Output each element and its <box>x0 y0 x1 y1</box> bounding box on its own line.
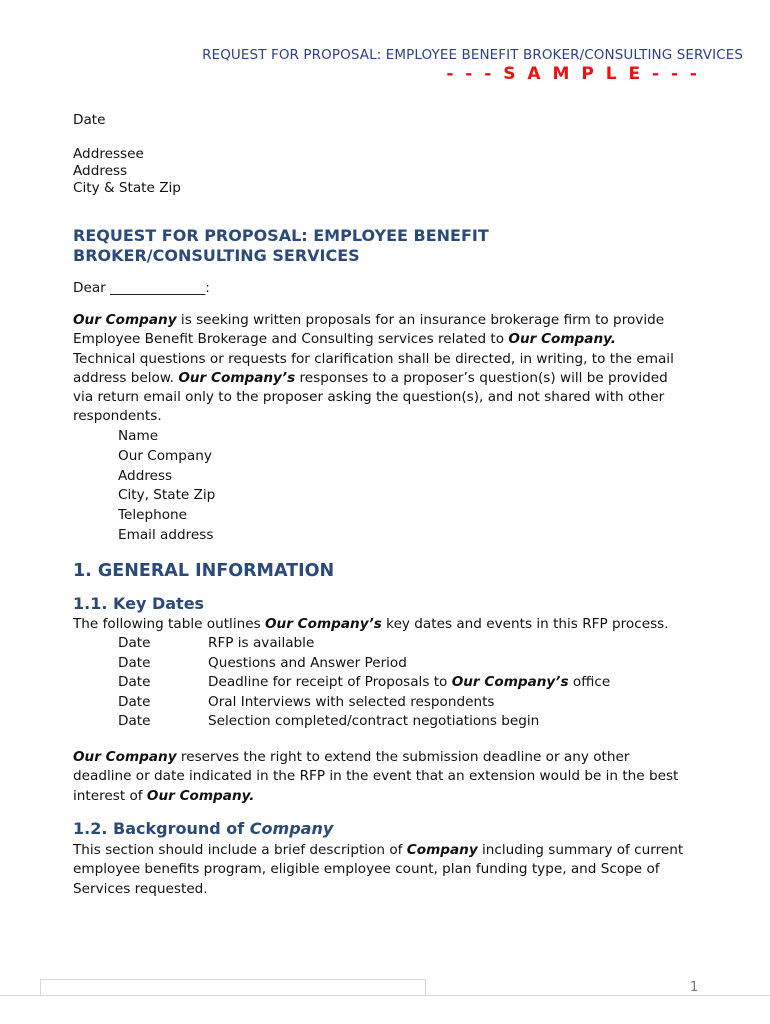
footer-divider <box>0 995 770 996</box>
document-title-line1: REQUEST FOR PROPOSAL: EMPLOYEE BENEFIT <box>73 226 489 245</box>
key-dates-table <box>118 634 610 732</box>
sample-watermark: - - - S A M P L E - - - <box>446 64 700 84</box>
intro-paragraph <box>73 311 713 427</box>
key-date-row <box>118 693 610 713</box>
contact-block <box>118 427 215 546</box>
company-name: Our Company <box>73 749 177 765</box>
contact-company: Our Company <box>118 447 212 464</box>
key-date-event: office <box>568 674 611 690</box>
section-heading-background <box>73 819 333 838</box>
key-dates-text: The following table outlines <box>73 616 265 632</box>
reserve-text: deadline or date indicated in the RFP in the event that an extension would be in the best <box>73 768 679 785</box>
contact-telephone: Telephone <box>118 507 188 524</box>
header-title: REQUEST FOR PROPOSAL: EMPLOYEE BENEFIT BROKER/CONSULTING SERVICES <box>202 47 743 63</box>
company-name: Our Company’s <box>451 674 569 690</box>
city-state-zip: City & State Zip <box>73 180 181 196</box>
intro-text: via return email only to the proposer asking the question(s), and not shared with other <box>73 389 665 406</box>
background-text: including summary of current <box>477 842 684 858</box>
contact-name: Name <box>118 428 159 444</box>
key-date-row <box>118 712 610 732</box>
key-date-date: Date <box>118 654 151 671</box>
background-text: This section should include a brief description of <box>73 842 407 858</box>
key-date-event: Deadline for receipt of Proposals to <box>208 674 452 690</box>
company-name: Our Company <box>73 312 177 328</box>
background-text: Services requested. <box>73 880 208 897</box>
company-name: Company <box>406 842 478 858</box>
intro-text: Employee Benefit Brokerage and Consulting services related to <box>73 331 509 348</box>
background-text: employee benefits program, eligible employee count, plan funding type, and Scope of <box>73 861 660 878</box>
footer-box <box>40 979 426 996</box>
intro-text: responses to a proposer’s question(s) will be provided <box>295 369 668 386</box>
key-date-event: RFP is available <box>208 635 315 651</box>
address-block <box>73 146 713 197</box>
reserve-text: interest of <box>73 787 147 804</box>
key-date-date: Date <box>118 713 151 729</box>
date-text: Date <box>73 112 106 128</box>
company-name: Our Company’s <box>178 369 296 386</box>
intro-text: is seeking written proposals for an insurance brokerage firm to provide <box>176 312 665 328</box>
company-name: Company <box>249 819 334 838</box>
contact-email: Email address <box>118 526 214 543</box>
key-date-date: Date <box>118 693 151 710</box>
key-date-row <box>118 634 610 654</box>
document-title-line2: BROKER/CONSULTING SERVICES <box>73 246 360 265</box>
key-date-date: Date <box>118 635 151 651</box>
page-number: 1 <box>690 980 699 995</box>
key-date-date: Date <box>118 674 151 690</box>
contact-city-state-zip: City, State Zip <box>118 487 216 504</box>
key-dates-text: key dates and events in this RFP process. <box>381 616 669 632</box>
section-heading-key-dates: 1.1. Key Dates <box>73 594 205 613</box>
key-date-event: Questions and Answer Period <box>208 654 407 671</box>
company-name: Our Company’s <box>265 616 382 632</box>
intro-text: address below. <box>73 369 179 386</box>
intro-text: respondents. <box>73 408 162 425</box>
date-line <box>73 112 713 129</box>
key-date-event: Selection completed/contract negotiations begin <box>208 713 540 729</box>
contact-address: Address <box>118 467 173 484</box>
document-title <box>73 226 673 266</box>
key-date-row <box>118 673 610 693</box>
addressee: Addressee <box>73 146 144 162</box>
background-paragraph <box>73 841 713 899</box>
reserve-text: reserves the right to extend the submission deadline or any other <box>176 749 630 765</box>
reserve-paragraph <box>73 748 713 806</box>
key-date-event: Oral Interviews with selected respondents <box>208 693 495 710</box>
section-heading-general-information: 1. GENERAL INFORMATION <box>73 561 335 581</box>
key-dates-intro <box>73 616 713 633</box>
intro-text: Technical questions or requests for clarification shall be directed, in writing, to the email <box>73 350 674 367</box>
address: Address <box>73 163 128 179</box>
company-name: Our Company. <box>146 787 255 804</box>
background-heading-text: 1.2. Background of <box>73 819 250 838</box>
salutation <box>73 280 713 297</box>
company-name: Our Company. <box>508 331 616 348</box>
key-date-row <box>118 654 610 674</box>
salutation-text: Dear ______________: <box>73 280 210 296</box>
